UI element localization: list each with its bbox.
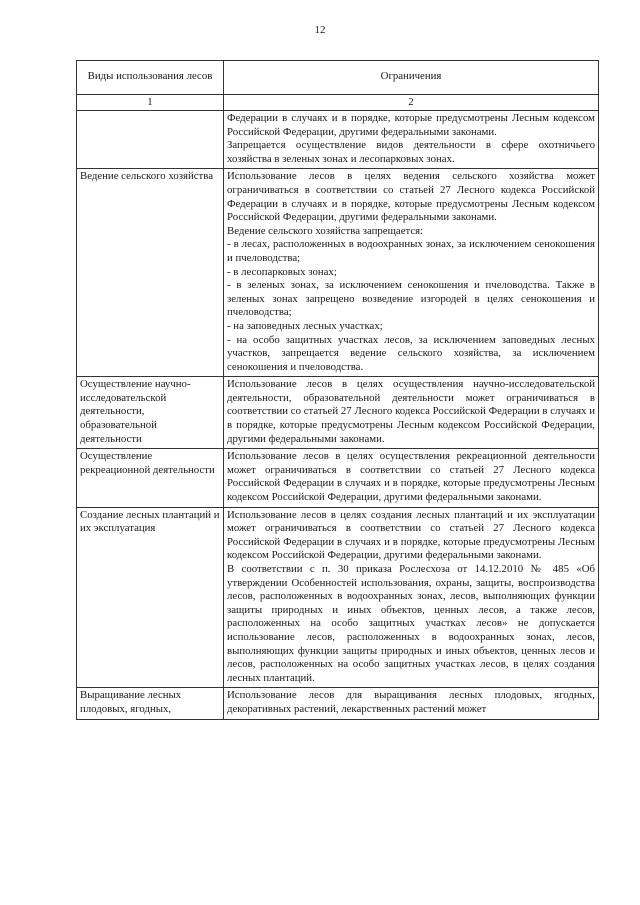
limitation-paragraph: Использование лесов в целях осуществления рекреационной деятельности может ограничиваться в соответствии со статьей 27 Лесного кодекса Российской Федерации в случаях и в порядке, которые предусмотрены Лесным кодексом Российской Федерации, другими федеральными законами.: [227, 450, 595, 504]
limitation-paragraph: - в лесах, расположенных в водоохранных зонах, за исключением сенокошения и пчеловодства;: [227, 238, 595, 264]
limitation-paragraph: Использование лесов для выращивания лесных плодовых, ягодных, декоративных растений, лекарственных растений может: [227, 689, 595, 715]
limitations-cell: [224, 377, 599, 449]
forest-use-type-cell: Осуществление рекреационной деятельности: [77, 449, 224, 507]
forest-use-type-cell: [77, 111, 224, 169]
table-header-row: [77, 61, 599, 95]
limitations-cell: [224, 688, 599, 719]
column-number-1: 1: [77, 95, 224, 111]
table-row: [77, 507, 599, 688]
limitation-paragraph: Использование лесов в целях осуществления научно-исследовательской деятельности, образовательной деятельности может ограничиваться в соответствии со статьей 27 Лесного кодекса Российской Федерации в случаях и в порядке, которые предусмотрены Лесным кодексом Российской Федерации, другими федеральными законами.: [227, 378, 595, 445]
forest-use-type-cell: Ведение сельского хозяйства: [77, 169, 224, 377]
limitation-paragraph: Ведение сельского хозяйства запрещается:: [227, 224, 424, 237]
forest-use-type-cell: Осуществление научно-исследовательской деятельности, образовательной деятельности: [77, 377, 224, 449]
table-row: [77, 688, 599, 719]
table-row: [77, 449, 599, 507]
limitations-cell: [224, 111, 599, 169]
limitation-paragraph: - на особо защитных участках лесов, за исключением заповедных лесных участков, запрещается ведение сельского хозяйства, за исключением сенокошения и пчеловодства.: [227, 333, 595, 373]
limitation-paragraph: Запрещается осуществление видов деятельности в сфере охотничьего хозяйства в зеленых зонах и лесопарковых зонах.: [227, 139, 595, 165]
forest-use-limitations-table: [76, 60, 599, 720]
limitations-cell: [224, 169, 599, 377]
limitation-paragraph: Федерации в случаях и в порядке, которые предусмотрены Лесным кодексом Российской Федерации, другими федеральными законами.: [227, 112, 595, 138]
page-number: 12: [314, 24, 326, 36]
limitations-cell: [224, 449, 599, 507]
column-number-2: 2: [224, 95, 599, 111]
table-row: [77, 169, 599, 377]
table-row: [77, 111, 599, 169]
header-forest-use-types: Виды использования лесов: [77, 61, 224, 95]
forest-use-type-cell: Выращивание лесных плодовых, ягодных,: [77, 688, 224, 719]
limitation-paragraph: Использование лесов в целях создания лесных плантаций и их эксплуатации может ограничиваться в соответствии со статьей 27 Лесного кодекса Российской Федерации в случаях и в порядке, которые предусмотрены Лесным кодексом Российской Федерации, другими федеральными законами.: [227, 508, 595, 562]
limitation-paragraph: В соответствии с п. 30 приказа Рослесхоза от 14.12.2010 № 485 «Об утверждении Особенностей использования, охраны, защиты, воспроизводства лесов, расположенных в водоохранных зонах, лесов, выполняющих функции защиты природных и иных объектов, ценных лесов, а также лесов, расположенных на особо защитных участках лесов» не допускается использование лесов, расположенных в водоохранных зонах, лесов, выполняющих функции защиты природных и иных объектов, ценных лесов и лесов, расположенных на особо защитных участках лесов, в целях создания лесных плантаций.: [227, 563, 595, 684]
forest-use-type-cell: Создание лесных плантаций и их эксплуатация: [77, 507, 224, 688]
table-body: [77, 111, 599, 720]
column-number-row: [77, 95, 599, 111]
header-limitations: Ограничения: [224, 61, 599, 95]
limitation-paragraph: Использование лесов в целях ведения сельского хозяйства может ограничиваться в соответствии со статьей 27 Лесного кодекса Российской Федерации в случаях и в порядке, которые предусмотрены Лесным кодексом Российской Федерации, другими федеральными законами.: [227, 170, 595, 224]
limitation-paragraph: - в лесопарковых зонах;: [227, 265, 337, 278]
limitation-paragraph: - в зеленых зонах, за исключением сенокошения и пчеловодства. Также в зеленых зонах запрещено возведение изгородей в целях сенокошения и пчеловодства;: [227, 279, 595, 319]
limitation-paragraph: - на заповедных лесных участках;: [227, 319, 383, 332]
table-row: [77, 377, 599, 449]
limitations-cell: [224, 507, 599, 688]
